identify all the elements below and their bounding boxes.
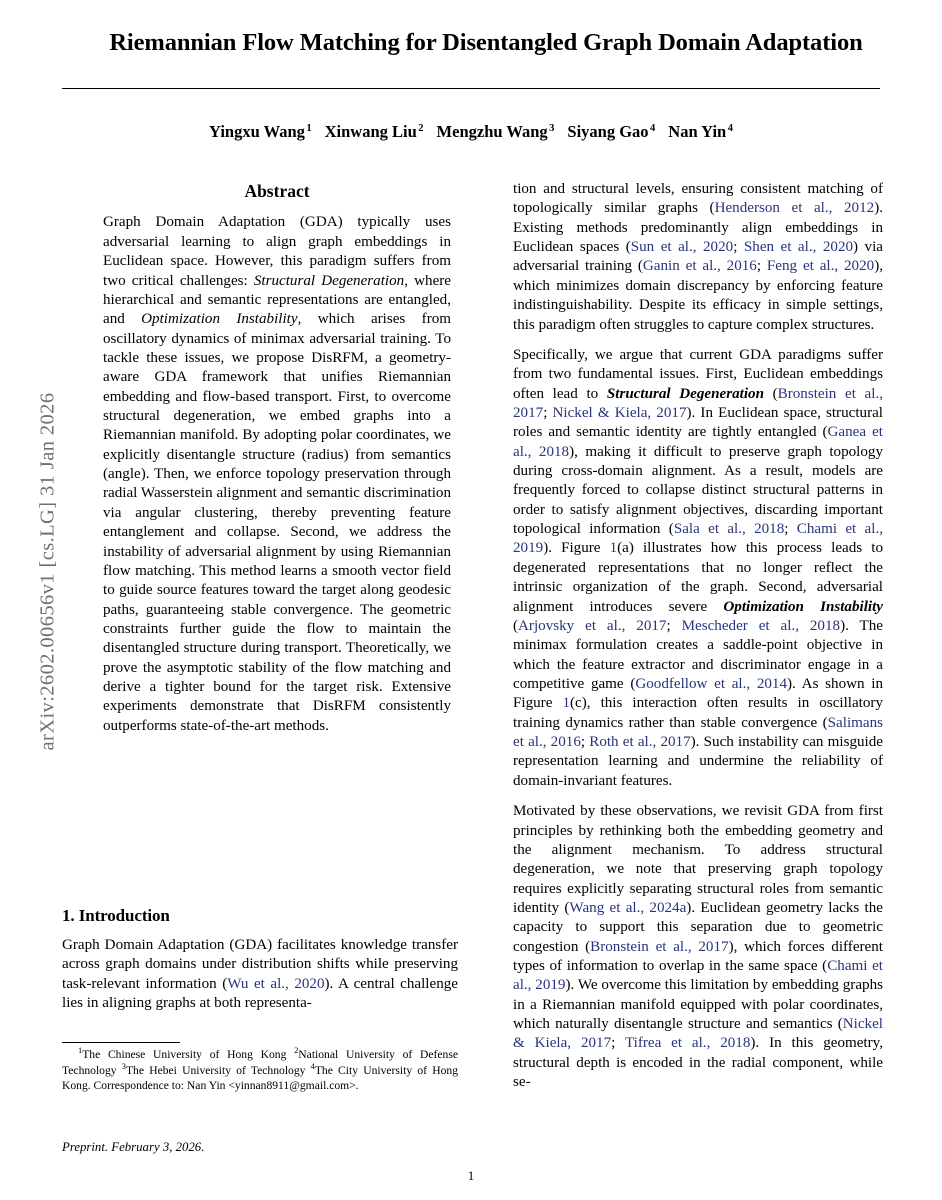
left-column [96, 180, 458, 736]
text-part: ). We overcome this limitation by embedding graphs in a Riemannian manifold equipped with polar coordinates, which naturally disentangle structure and semantics ( [513, 977, 883, 1033]
text-part: ). In Euclidean space, structural roles and semantic identity are tightly entangled ( [513, 404, 883, 441]
author-entry [668, 122, 733, 141]
text-part: ). Such instability can misguide representation learning and undermine the reliability of domain-invariant features. [513, 734, 883, 789]
text-part: ). Existing methods predominantly align embeddings in Euclidean spaces ( [513, 200, 884, 256]
introduction-column [62, 905, 458, 1013]
preprint-notice: Preprint. February 3, 2026. [62, 1140, 205, 1154]
footnote-text-part: The Hebei University of Technology [125, 1063, 311, 1077]
text-part: ) via adversarial training ( [513, 239, 883, 275]
citation-link[interactable]: Chami et al., 2019 [513, 958, 883, 994]
abstract-text-part: , which arises from oscillatory dynamics of minimax adversarial training. To tackle these issues, we propose DisRFM, a geometry-aware GDA framework that unifies Riemannian embedding and flow-based transport. First, to overcome structural degeneration, we embed graphs into a Riemannian manifold. By adopting polar coordinates, we explicitly disentangle structure (radius) from semantics (angle). Then, we enforce topology preservation through radial Wasserstein alignment and semantic discrimination via angular clustering, thereby preventing feature entanglement and collapse. Second, we address the instability of adversarial alignment by using Riemannian flow matching. This method learns a smooth vector field to guide source features toward the target along geodesic paths, guaranteeing stable convergence. The geometric constraints further guide the flow to maintain the disentangled structure during transport. Theoretically, we prove the asymptotic stability of the flow matching and derive a tighter bound for the target risk. Extensive experiments demonstrate that DisRFM consistently outperforms state-of-the-art methods. [103, 311, 452, 734]
footnote-text-part: The Chinese University of Hong Kong [82, 1047, 295, 1061]
text-part: ; [733, 239, 744, 256]
author-affiliation-marker: 1 [306, 122, 312, 134]
text-part: ; [611, 1035, 625, 1052]
citation-link[interactable]: Nickel & Kiela, 2017 [552, 404, 687, 421]
text-part: ). As shown in Figure [513, 675, 883, 712]
citation-link[interactable]: Sun et al., 2020 [630, 239, 734, 256]
author-name: Xinwang Liu [324, 122, 417, 141]
citation-link[interactable]: Ganin et al., 2016 [642, 258, 757, 275]
emphasis-optimization-instability: Optimization Instability [723, 598, 883, 615]
introduction-paragraph [62, 936, 458, 1013]
author-affiliation-marker: 4 [727, 122, 733, 134]
footnote-divider [62, 1042, 180, 1043]
citation-link[interactable]: Tifrea et al., 2018 [624, 1035, 751, 1052]
abstract-emphasis-optimization-instability: Optimization Instability [141, 311, 298, 328]
citation-link[interactable]: Feng et al., 2020 [766, 258, 875, 275]
text-part: ), making it difficult to preserve graph topology during cross-domain alignment. As a result, models are frequently forced to collapse distinct structural patterns in order to satisfy alignment objectives, discarding important topological information ( [513, 443, 883, 538]
text-part: ). A central challenge lies in aligning graphs at both representa- [62, 975, 458, 1011]
body-paragraph [513, 346, 883, 791]
author-affiliation-marker: 2 [418, 122, 424, 134]
page-title: Riemannian Flow Matching for Disentangled Graph Domain Adaptation [109, 29, 863, 56]
author-name: Siyang Gao [567, 122, 649, 141]
citation-link[interactable]: Chami et al., 2019 [513, 521, 884, 557]
abstract-text-part: , where hierarchical and semantic representations are entangled, and [103, 272, 452, 328]
citation-link[interactable]: Bronstein et al., 2017 [513, 385, 883, 421]
text-part: ), which forces different types of information to overlap in the same space ( [513, 938, 883, 975]
citation-link[interactable]: Mescheder et al., 2018 [681, 617, 841, 634]
abstract-emphasis-structural-degeneration: Structural Degeneration [253, 272, 405, 289]
text-part: ( [763, 385, 778, 402]
figure-reference[interactable]: 1 [562, 695, 570, 712]
text-part: (a) illustrates how this process leads to degenerated representations that no longer reflect the intrinsic organization of the graph. Second, adversarial alignment introduces severe [513, 540, 883, 615]
figure-reference[interactable]: 1 [609, 540, 618, 557]
citation-link[interactable]: Wu et al., 2020 [227, 975, 325, 992]
citation-link[interactable]: Goodfellow et al., 2014 [635, 675, 788, 692]
author-name: Yingxu Wang [209, 122, 305, 141]
author-affiliation-marker: 4 [650, 122, 656, 134]
author-entry [437, 122, 555, 141]
text-part: Graph Domain Adaptation (GDA) facilitates knowledge transfer across graph domains under distribution shifts while preserving task-relevant information ( [62, 936, 458, 992]
body-paragraph [513, 180, 883, 335]
author-name: Mengzhu Wang [436, 122, 548, 141]
footnote-marker-4: 4 [310, 1061, 315, 1071]
citation-link[interactable]: Nickel & Kiela, 2017 [513, 1016, 883, 1052]
introduction-section [62, 905, 458, 1013]
citation-link[interactable]: Bronstein et al., 2017 [590, 938, 729, 955]
arxiv-stamp: arXiv:2602.00656v1 [cs.LG] 31 Jan 2026 [36, 392, 59, 751]
text-part: ; [756, 258, 767, 275]
author-entry [325, 122, 424, 141]
text-part: ; [543, 404, 553, 421]
emphasis-structural-degeneration: Structural Degeneration [606, 385, 764, 402]
text-part: tion and structural levels, ensuring consistent matching of topologically similar graphs ( [513, 181, 883, 217]
text-part: ). Figure [543, 540, 610, 557]
citation-link[interactable]: Arjovsky et al., 2017 [518, 617, 667, 634]
footnote-marker-2: 2 [294, 1046, 299, 1055]
abstract-text-part: Graph Domain Adaptation (GDA) typically uses adversarial learning to align graph embeddings in Euclidean space. However, this paradigm suffers from two critical challenges: [103, 214, 451, 289]
citation-link[interactable]: Ganea et al., 2018 [513, 424, 883, 460]
text-part: ; [580, 734, 590, 751]
citation-link[interactable]: Wang et al., 2024a [569, 899, 687, 916]
abstract-heading: Abstract [244, 181, 310, 201]
right-column [513, 180, 883, 1093]
citation-link[interactable]: Roth et al., 2017 [589, 734, 691, 751]
author-list [62, 122, 880, 142]
text-part: Motivated by these observations, we revisit GDA from first principles by rethinking both the embedding geometry and the alignment mechanism. To address structural degeneration, we note that preserving graph topology requires explicitly separating structural roles from semantic identity ( [513, 803, 883, 916]
text-part: ). Euclidean geometry lacks the capacity to support this separation due to geometric congestion ( [513, 899, 883, 955]
affiliation-footnote [62, 1046, 458, 1093]
text-part: ), which minimizes domain discrepancy by enforcing feature indistinguishability. Despite its efficacy in simple settings, this paradigm often struggles to capture complex structures. [513, 258, 883, 333]
citation-link[interactable]: Henderson et al., 2012 [714, 200, 875, 217]
text-part: (c), this interaction often results in oscillatory training dynamics rather than stable convergence ( [513, 695, 883, 731]
page-number: 1 [467, 1168, 475, 1183]
citation-link[interactable]: Shen et al., 2020 [743, 239, 854, 256]
abstract-section [103, 180, 451, 736]
abstract-body [103, 213, 451, 736]
citation-link[interactable]: Salimans et al., 2016 [513, 714, 883, 751]
text-part: ; [784, 521, 797, 538]
title-divider [62, 88, 880, 89]
footnote-text-part: The City University of Hong Kong. Correspondence to: Nan Yin <yinnan8911@gmail.com>. [62, 1063, 458, 1092]
text-part: ). The minimax formulation creates a saddle-point objective in which the feature extractor and discriminator engage in a competitive game ( [513, 617, 883, 692]
footnote-marker-1: 1 [78, 1046, 83, 1055]
footnote-marker-3: 3 [121, 1061, 126, 1071]
author-affiliation-marker: 3 [549, 122, 555, 134]
section-heading-introduction: 1. Introduction [62, 906, 170, 925]
author-entry [567, 122, 655, 141]
text-part: ; [666, 617, 682, 634]
text-part: ). In this geometry, structural depth is encoded in the radial component, while se- [513, 1035, 883, 1091]
author-name: Nan Yin [668, 122, 727, 141]
citation-link[interactable]: Sala et al., 2018 [673, 521, 785, 538]
body-paragraph [513, 802, 883, 1092]
text-part: ( [513, 617, 519, 634]
text-part: Specifically, we argue that current GDA paradigms suffer from two fundamental issues. First, Euclidean embeddings often lead to [513, 346, 883, 402]
author-entry [209, 122, 312, 141]
footnote-text-part: National University of Defense Technology [62, 1047, 459, 1077]
